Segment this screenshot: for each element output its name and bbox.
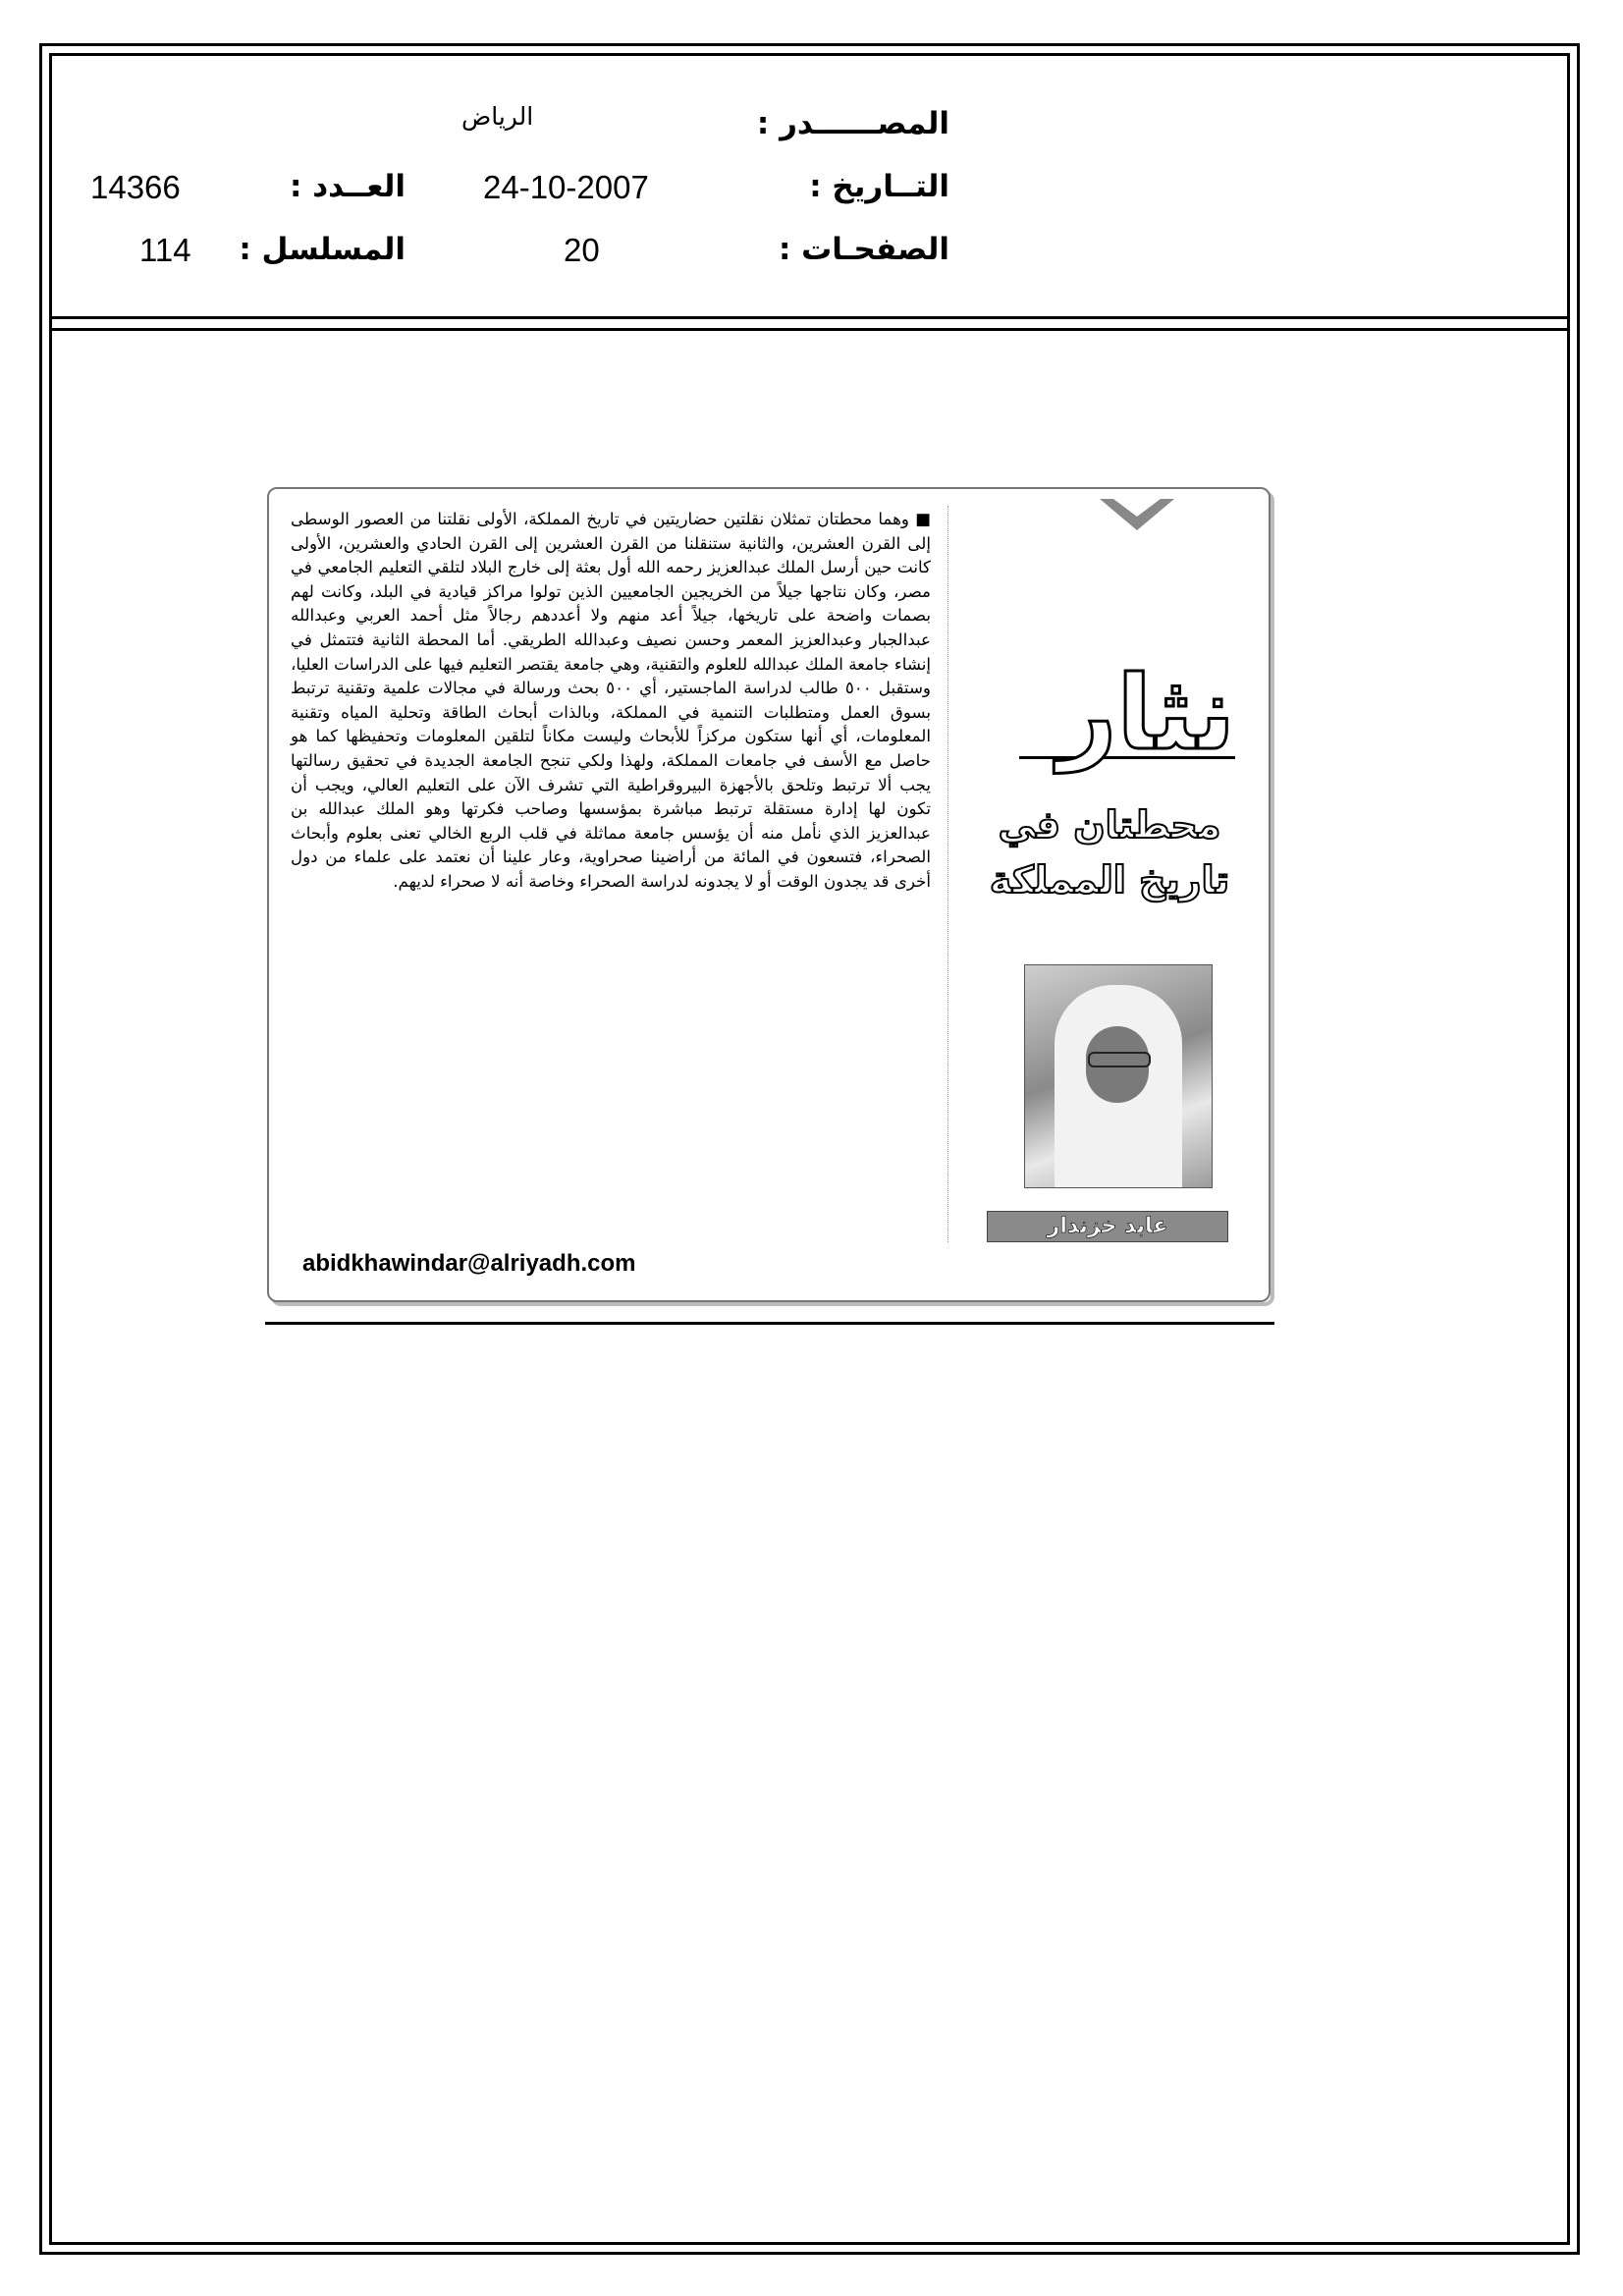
date-label: التــاريخ : [809, 169, 949, 204]
serial-value: 114 [139, 232, 191, 268]
pages-value: 20 [564, 232, 600, 268]
source-value: الرياض [461, 102, 534, 131]
author-byline: عابد خزندار [987, 1211, 1228, 1242]
issue-value: 14366 [90, 169, 181, 205]
column-divider [947, 506, 948, 1242]
issue-label: العــدد : [290, 169, 406, 204]
clipping-underline [265, 1322, 1274, 1325]
author-email: abidkhawindar@alriyadh.com [302, 1250, 636, 1277]
article-title: محطتان في تاريخ المملكة [989, 803, 1230, 902]
column-logo-text: نثار [1057, 653, 1235, 773]
header-divider [49, 328, 1570, 331]
date-value: 24-10-2007 [483, 169, 649, 205]
column-logo [1019, 648, 1235, 773]
portrait-glasses [1088, 1052, 1151, 1067]
source-label: المصــــــدر : [756, 106, 949, 141]
triangle-inner [1113, 499, 1161, 517]
pages-label: الصفحـات : [778, 232, 949, 267]
author-portrait [1024, 964, 1213, 1188]
serial-label: المسلسل : [239, 232, 406, 267]
article-body: ■ وهما محطتان تمثلان نقلتين حضاريتين في تاريخ المملكة، الأولى نقلتنا من العصور الوسطى إلى القرن العشرين، والثانية ستنقلنا من القرن العشرين إلى القرن الحادي والعشرين، الأولى كانت حين أرسل الملك عبدالعزيز رحمه الله أول بعثة إلى خارج البلاد لتلقي التعليم الجامعي في مصر، وكان نتاجها جيلاً من الخريجين الجامعيين الذين تولوا مراكز قيادية في البلد، وكانت لهم بصمات واضحة على تاريخها، جيلاً أعد منهم ولا أعددهم رجالاً مثل أحمد العربي وعبدالله عبدالجبار وعبدالعزيز المعمر وحسن نصيف وعبدالله الطريقي. أما المحطة الثانية فتتمثل في إنشاء جامعة الملك عبدالله للعلوم والتقنية، وهي جامعة يقتصر التعليم فيها على الدراسات العليا، وستقبل ٥٠٠ طالب لدراسة الماجستير، أي ٥٠٠ بحث ورسالة في مجالات علمية وتقنية ترتبط بسوق العمل ومتطلبات التنمية في المملكة، وبالذات أبحاث الطاقة وتحلية المياه وتقنية المعلومات، أي أنها ستكون مركزاً للأبحاث وليست مكاناً لتلقين المعلومات وتحفيظها كما هو حاصل مع الأسف في جامعات المملكة، ولهذا ولكي تنجح الجامعة الجديدة في تحقيق رسالتها يجب ألا ترتبط وتلحق بالأجهزة البيروقراطية التي تشرف الآن على التعليم العالي، ويجب أن تكون لها إدارة مستقلة ترتبط مباشرة بمؤسسها وصاحب فكرتها وهو الملك عبدالله بن عبدالعزيز الذي نأمل منه أن يؤسس جامعة مماثلة في قلب الربع الخالي تعنى بعلوم وأبحاث الصحراء، فتسعون في المائة من أراضينا صحراوية، وعار علينا أن نعتمد على علماء من دول أخرى قد يجدون الوقت أو لا يجدونه لدراسة الصحراء وخاصة أنه لا صحراء لديهم. [291, 509, 931, 891]
header-divider [49, 316, 1570, 319]
